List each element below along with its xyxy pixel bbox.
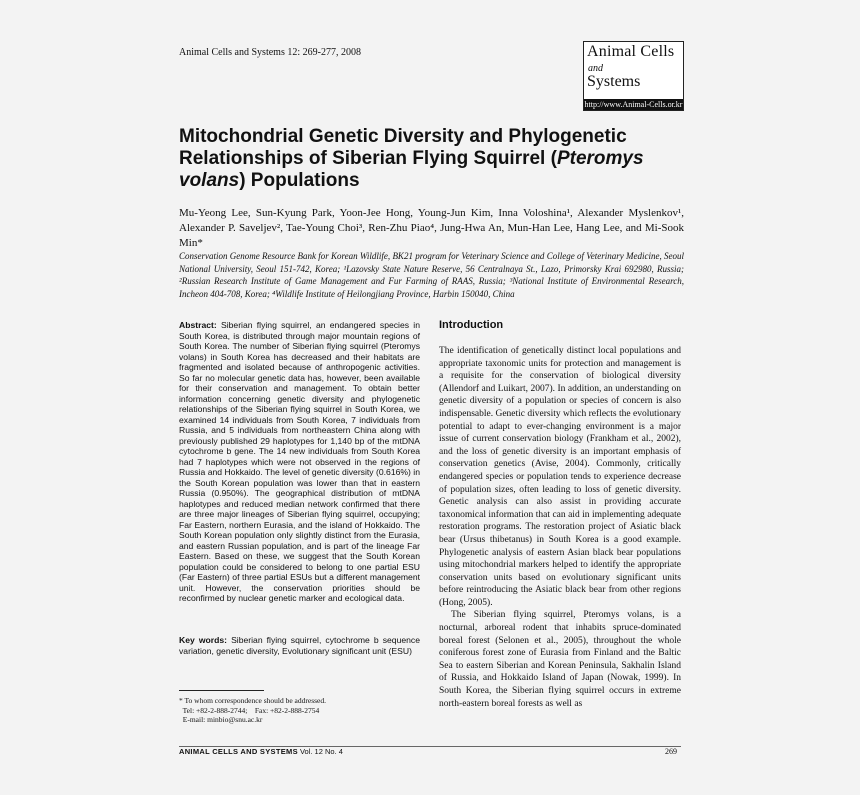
footer-journal [179, 747, 343, 756]
affiliations: Conservation Genome Resource Bank for Korean Wildlife, BK21 program for Veterinary Science and College of Veterinary Medicine, Seoul National University, Seoul 151-742, Korea; ¹Lazovsky State Nature Reserve, 56 Centralnaya St., Lazo, Primorsky Krai 692980, Russia; ²Russian Research Institute of Game Management and Fur Farming of RAAS, Russia; ³National Institute of Environmental Research, Incheon 404-708, Korea; ⁴Wildlife Institute of Heilongjiang Province, Harbin 150040, China [179, 251, 684, 299]
keywords-label: Key words: [179, 635, 227, 645]
introduction-paragraph-1: The identification of genetically distinct local populations and appropriate taxonomic units for protection and management is a requisite for the conservation of biological diversity (Allendorf and Luikart, 2007). In addition, an understanding on genetic diversity of a population or species of concern is also indispensable. Genetic diversity which reflects the evolutionary potential to adapt to ever-changing environment is a major issue of current conservation biology (Frankham et al., 2002), and the loss of genetic diversity is an important emphasis of conservation genetics (Avise, 2004). Commonly, critically endangered species or population tends to experience decrease of population sizes, often leading to loss of genetic diversity. Genetic analysis can also assist in providing accurate taxonomical information that can aid in implementing adequate restoration programs. The restoration project of Asiatic black bear (Ursus thibetanus) in South Korea is a good example. Phylogenetic analysis of eastern Asian black bear populations using mitochondrial markers helped to identify the appropriate conservation units based on evolutionary significant units before reintroducing the Asiatic black bear from other regions (Hong, 2005). [439, 346, 681, 608]
footnote-line-2: Tel: +82-2-888-2744; Fax: +82-2-888-2754 [179, 705, 320, 715]
abstract-text: Siberian flying squirrel, an endangered species in South Korea, is distributed through major mountain regions of South Korea. The number of Siberian flying squirrel (Pteromys volans) in South Korea has decreased and their habitats are fragmented and isolated because of anthropogenic activities. So far no molecular genetic data has, however, been available for their conservation and management. To obtain better information concerning genetic diversity and phylogenetic relationships of the Siberian flying squirrel in South Korea, we examined 14 individuals from South Korea, 7 individuals from Russia, and 5 individuals from northeastern China along with previously published 29 haplotypes for 1,140 bp of the mtDNA cytochrome b gene. The 14 new individuals from South Korea had 7 haplotypes which were not observed in the regions of Russia and Hokkaido. The level of genetic diversity (0.616%) in the South Korean population was lower than that in eastern Russia (0.950%). The geographical distribution of mtDNA haplotypes and reduced median network confirmed that there are three major lineages of Siberian flying squirrel, occupying; Far Eastern, northern Eurasia, and the island of Hokkaido. The South Korean population only slightly distinct from the Eurasia, and eastern Russian population, and is part of the lineage Far Eastern. Based on these, we suggest that the South Korean population could be considered to belong to one partial ESU (Far Eastern) of three partial ESUs but a different management unit. However, the conservation priorities should be reconfirmed by nuclear genetic marker and ecological data. [179, 320, 420, 603]
abstract-label: Abstract: [179, 320, 217, 330]
footnote-line-1: * To whom correspondence should be addressed. [179, 696, 327, 705]
logo-line-3: Systems [587, 73, 641, 90]
journal-logo [583, 41, 684, 111]
title-part-2: ) Populations [239, 170, 360, 191]
logo-line-1: Animal Cells [587, 43, 675, 60]
title-species: Pteromys volans [179, 148, 644, 191]
footnote-divider [179, 690, 264, 691]
keywords [179, 635, 420, 656]
logo-url[interactable]: http://www.Animal-Cells.or.kr [584, 100, 683, 109]
author-list: Mu-Yeong Lee, Sun-Kyung Park, Yoon-Jee Hong, Young-Jun Kim, Inna Voloshina¹, Alexander Myslenkov¹, Alexander P. Saveljev², Tae-Young Choi³, Ren-Zhu Piao⁴, Jung-Hwa An, Mun-Han Lee, Hang Lee, and Mi-Sook Min* [179, 207, 684, 249]
article-title [179, 126, 699, 192]
abstract [179, 320, 420, 604]
introduction-paragraph-2: The Siberian flying squirrel, Pteromys volans, is a nocturnal, arboreal rodent that inhabits spruce-dominated boreal forest (Selonen et al., 2005), throughout the whole coniferous forest zone of Eurasia from Finland and the Baltic Sea to eastern Siberian and Korean Peninsula, Sakhalin Island of Russia, and Hokkaido Island of Japan (Nowak, 1999). In South Korea, the Siberian flying squirrel occurs in extreme north-eastern boreal forests as well as [439, 610, 681, 709]
title-part-1: Mitochondrial Genetic Diversity and Phylogenetic Relationships of Siberian Flying Squirrel ( [179, 126, 627, 169]
logo-line-2: and [588, 63, 603, 74]
correspondence-footnote [179, 696, 420, 725]
running-head: Animal Cells and Systems 12: 269-277, 2008 [179, 47, 361, 58]
introduction-body [439, 345, 681, 710]
footer-volume: Vol. 12 No. 4 [299, 747, 343, 756]
footer-journal-name: ANIMAL CELLS AND SYSTEMS [179, 747, 298, 756]
page-number: 269 [665, 747, 677, 756]
footnote-line-3: E-mail: minbio@snu.ac.kr [179, 715, 263, 724]
introduction-heading: Introduction [439, 319, 504, 331]
keywords-text: Siberian flying squirrel, cytochrome b sequence variation, genetic diversity, Evolutionary significant unit (ESU) [179, 635, 420, 656]
